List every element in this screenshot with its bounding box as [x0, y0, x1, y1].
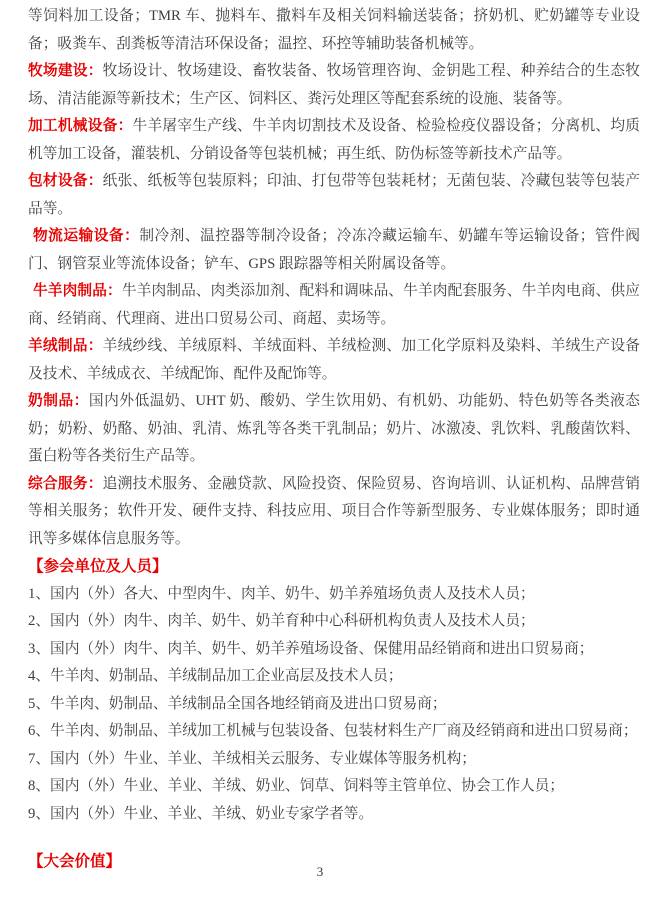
category-pasture-construction — [28, 58, 640, 113]
category-text: 牛羊屠宰生产线、牛羊肉切割技术及设备、检验检疫仪器设备；分离机、均质机等加工设备，灌装机、分销设备等包装机械；再生纸、防伪标签等新技术产品等。 — [28, 118, 640, 162]
attendee-item: 9、国内（外）牛业、羊业、羊绒、奶业专家学者等。 — [28, 805, 374, 822]
category-text: 制冷剂、温控器等制冷设备；冷冻冷藏运输车、奶罐车等运输设备；管件阀门、钢管泵业等流体设备；铲车、GPS 跟踪器等相关附属设备等。 — [28, 228, 640, 272]
value-section-heading: 【大会价值】 — [28, 853, 122, 870]
category-label: 奶制品： — [28, 393, 89, 409]
category-label: 综合服务： — [28, 475, 103, 492]
category-logistics-transport — [28, 223, 640, 278]
attendee-item: 4、牛羊肉、奶制品、羊绒制品加工企业高层及技术人员； — [28, 668, 403, 684]
attendee-item: 1、国内（外）各大、中型肉牛、肉羊、奶牛、奶羊养殖场负责人及技术人员； — [28, 585, 535, 602]
category-text: 牛羊肉制品、肉类添加剂、配料和调味品、牛羊肉配套服务、牛羊肉电商、供应商、经销商、代理商、进出口贸易公司、商超、卖场等。 — [28, 283, 640, 327]
category-text: 牧场设计、牧场建设、畜牧装备、牧场管理咨询、金钥匙工程、种养结合的生态牧场、清洁能源等新技术；生产区、饲料区、粪污处理区等配套系统的设施、装备等。 — [28, 63, 640, 107]
attendee-item: 8、国内（外）牛业、羊业、羊绒、奶业、饲草、饲料等主管单位、协会工作人员； — [28, 778, 565, 794]
attendee-item: 2、国内（外）肉牛、肉羊、奶牛、奶羊育种中心科研机构负责人及技术人员； — [28, 613, 535, 629]
category-cashmere-products — [28, 333, 640, 388]
category-label: 包材设备： — [28, 173, 103, 189]
attendee-item: 6、牛羊肉、奶制品、羊绒加工机械与包装设备、包装材料生产厂商及经销商和进出口贸易商； — [28, 723, 638, 739]
intro-continuation-paragraph — [28, 3, 640, 58]
category-text: 国内外低温奶、UHT 奶、酸奶、学生饮用奶、有机奶、功能奶、特色奶等各类液态奶；奶粉、奶酪、奶油、乳清、炼乳等各类干乳制品；奶片、冰激凌、乳饮料、乳酸菌饮料、蛋白粉等各类衍生产品等。 — [28, 393, 640, 464]
category-text: 羊绒纱线、羊绒原料、羊绒面料、羊绒检测、加工化学原料及染料、羊绒生产设备及技术、羊绒成衣、羊绒配饰、配件及配饰等。 — [28, 338, 640, 382]
category-comprehensive-services — [28, 471, 640, 554]
page-number: 3 — [316, 864, 324, 879]
category-beef-mutton-products — [28, 278, 640, 333]
category-processing-machinery — [28, 113, 640, 168]
category-label: 牧场建设： — [28, 63, 103, 79]
category-text: 纸张、纸板等包装原料；印油、打包带等包装耗材；无菌包装、冷藏包装等包装产品等。 — [28, 173, 640, 217]
attendees-section-heading: 【参会单位及人员】 — [28, 558, 168, 575]
category-text: 追溯技术服务、金融贷款、风险投资、保险贸易、咨询培训、认证机构、品牌营销等相关服务；软件开发、硬件支持、科技应用、项目合作等新型服务、专业媒体服务；即时通讯等多媒体信息服务等。 — [28, 475, 640, 547]
attendee-item: 7、国内（外）牛业、羊业、羊绒相关云服务、专业媒体等服务机构； — [28, 750, 476, 767]
category-label: 加工机械设备： — [28, 118, 133, 134]
category-packaging-materials — [28, 168, 640, 223]
section-gap — [28, 828, 640, 848]
attendee-item: 3、国内（外）肉牛、肉羊、奶牛、奶羊养殖场设备、保健用品经销商和进出口贸易商； — [28, 640, 594, 657]
category-dairy-products — [28, 388, 640, 471]
category-label: 羊绒制品： — [28, 338, 103, 354]
category-label: 物流运输设备： — [33, 228, 140, 244]
category-label: 牛羊肉制品： — [33, 283, 122, 299]
attendee-item: 5、牛羊肉、奶制品、羊绒制品全国各地经销商及进出口贸易商； — [28, 695, 447, 712]
intro-continuation-text: 等饲料加工设备；TMR 车、抛料车、撒料车及相关饲料输送装备；挤奶机、贮奶罐等专业设备；吸粪车、刮粪板等清洁环保设备；温控、环控等辅助装备机械等。 — [28, 8, 640, 52]
